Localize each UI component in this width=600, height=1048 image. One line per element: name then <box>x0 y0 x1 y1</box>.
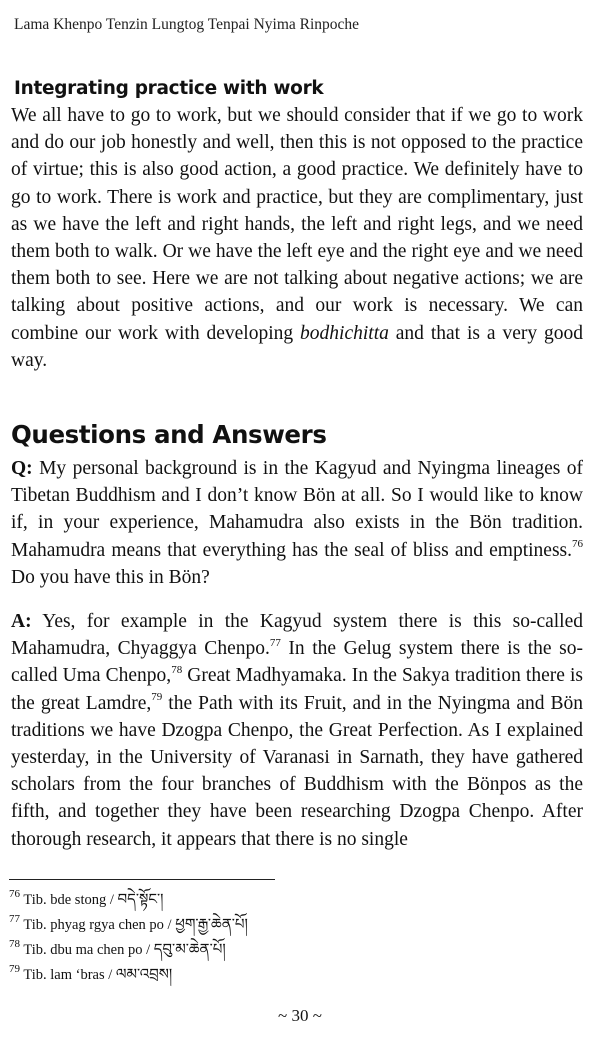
footnote-tibetan: ལམ་འབྲས། <box>115 965 173 983</box>
question-tail: Do you have this in Bön? <box>11 566 210 588</box>
footnote-78 <box>9 939 248 964</box>
footnote-text: Tib. phyag rgya chen po / <box>23 917 176 933</box>
answer-paragraph <box>11 608 583 853</box>
running-header: Lama Khenpo Tenzin Lungtog Tenpai Nyima Rinpoche <box>14 16 360 33</box>
paragraph-text-end: and that is a very good way. <box>11 322 583 371</box>
answer-label: A: <box>11 611 32 632</box>
page-number: ~ 30 ~ <box>278 1006 322 1025</box>
section-heading-integrating-practice: Integrating practice with work <box>14 78 324 99</box>
footnote-text: Tib. bde stong / <box>23 892 118 908</box>
footnote-number: 78 <box>9 938 20 951</box>
paragraph-text: We all have to go to work, but we should consider that if we go to work and do our job honestly and well, then this is not opposed to the practice of virtue; this is also good action, a good practice. We definitely have to go to work. There is work and practice, but they are complimentary, just as we have the left and right hands, the left and right legs, and we need them both to walk. Or we have the left eye and the right eye and we need them both to see. Here we are not talking about negative actions; we are talking about positive actions, and our work is necessary. We can combine our work with developing <box>11 105 583 344</box>
question-text: My personal background is in the Kagyud and Nyingma lineages of Tibetan Buddhism and I don’t know Bön at all. So I would like to know if, in your experience, Mahamudra also exists in the Bön tradition. Mahamudra means that everything has the seal of bliss and emptiness. <box>11 458 583 561</box>
footnote-number: 76 <box>9 888 20 901</box>
section-heading-questions-answers: Questions and Answers <box>11 420 327 449</box>
footnote-ref-77[interactable]: 77 <box>269 636 281 649</box>
footnote-ref-79[interactable]: 79 <box>151 691 163 704</box>
footnote-77 <box>9 914 248 939</box>
italic-term-bodhichitta: bodhichitta <box>300 322 389 344</box>
footnote-tibetan: བདེ་སྟོང་། <box>117 890 164 908</box>
answer-text-4: the Path with its Fruit, and in the Nyingma and Bön traditions we have Dzogpa Chenpo, the Great Perfection. As I explained yesterday, in the University of Varanasi in Sarnath, they have gathered scholars from the four branches of Buddhism with the Bönpos as the fifth, and together they have been researching Dzogpa Chenpo. After thorough research, it appears that there is no single <box>11 692 583 850</box>
footnote-tibetan: ཕྱག་རྒྱ་ཆེན་པོ། <box>175 915 248 933</box>
answer-text-2: In the Gelug system there is the so-called Uma Chenpo, <box>11 638 583 687</box>
footnote-divider <box>9 879 275 880</box>
paragraph-practice-with-work <box>11 102 583 374</box>
footnote-ref-78[interactable]: 78 <box>171 663 183 676</box>
footnote-text: Tib. dbu ma chen po / <box>23 942 154 958</box>
footnote-79 <box>9 964 248 989</box>
footnotes <box>9 889 248 989</box>
answer-text-1: Yes, for example in the Kagyud system there is this so-called Mahamudra, Chyaggya Chenpo. <box>11 611 583 660</box>
footnote-number: 79 <box>9 963 20 976</box>
answer-text-3: Great Madhyamaka. In the Sakya tradition there is the great Lamdre, <box>11 665 583 714</box>
footnote-ref-76[interactable]: 76 <box>572 538 583 551</box>
question-paragraph <box>11 455 583 591</box>
footnote-number: 77 <box>9 913 20 926</box>
footnote-tibetan: དབུ་མ་ཆེན་པོ། <box>153 940 226 958</box>
footnote-text: Tib. lam ‘bras / <box>23 967 116 983</box>
question-label: Q: <box>11 458 33 479</box>
footnote-76 <box>9 889 248 914</box>
